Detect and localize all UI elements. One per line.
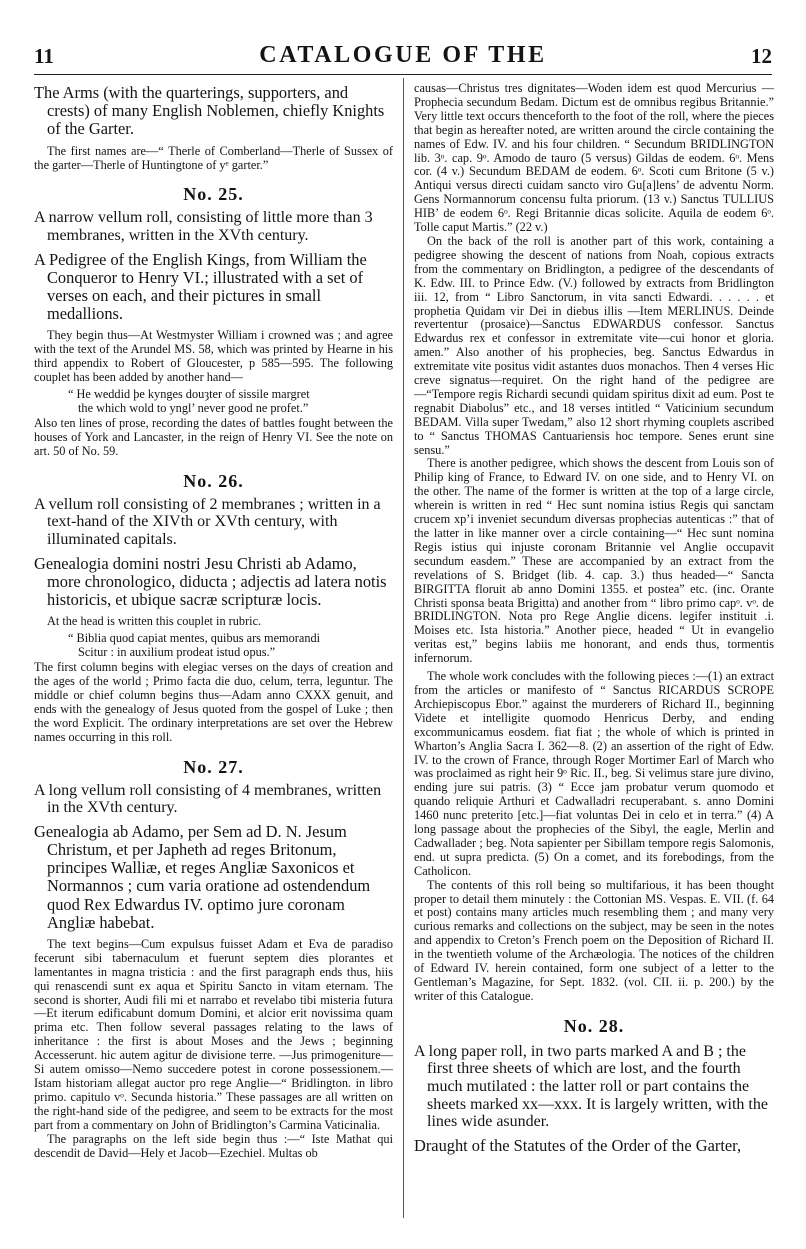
paragraph: The text begins—Cum expulsus fuisset Adam et Eva de paradiso fecerunt sibi tabernaculum et fuerunt septem dies plorantes et lamentantes in magna tristicia : and the first paragraph ends thus, hiis qui renascendi sunt ex aqua et Spiritu Sancto in vitam eternam. The second is shorter, Audi fili mi et narrabo et revelabo tibi misteria futura—Et iterum edificabunt domum Domini, et alcior erit novissima quam prima etc. Then follow several passages relating to the laws of inheritance : the first is about Moses and the Jews ; beginning Accesserunt. hic autem agitur de divisione terre. —Jus primogeniture—Si autem omisso—Nemo succedere potest in corone possessionem.—Istam historiam allegat auctor pro rege Anglie—“ Bridlington. in libro primo. capitulo vᵒ. Secunda historia.” These passages are all written on the right-hand side of the pedigree, and seem to be extracts for the most part from a commentary on John of Bridlington’s Carmina Vaticinalia. [34,936,393,1132]
paragraph: The contents of this roll being so multifarious, it has been thought proper to detail them minutely : the Cottonian MS. Vespas. E. VII. (f. 64 et post) contains many articles much resembling them ; and many very curious remarks and collections on the subject, may be seen in the notes and appendix to Creton’s French poem on the Deposition of Richard II. in the twentieth volume of the Archæologia. The notices of the children of Edward IV. herein contained, form one subject of a letter to the Gentleman’s Magazine, for Sept. 1832. (vol. CII. ii. p. 200.) by the writer of this Catalogue. [414,877,774,1003]
entry-description: A vellum roll consisting of 2 membranes ; written in a text-hand of the XIVth or XVth century, with illuminated capitals. [34,495,381,548]
verse-line: the which wold to yngl’ never good ne profet.” [78,401,309,416]
paragraph: At the head is written this couplet in rubric. [47,614,262,629]
paragraph: Also ten lines of prose, recording the dates of battles fought between the houses of York and Lancaster, in the reign of Henry VI. See the note on art. 50 of No. 59. [34,416,393,458]
entry-description: A narrow vellum roll, consisting of little more than 3 membranes, written in the XVth century. [34,209,373,245]
entry-number-heading: No. 28. [563,1015,625,1036]
verse-line: Scitur : in auxilium prodeat istud opus.” [78,645,276,660]
entry-number-heading: No. 26. [183,470,244,491]
right-column [414,80,774,1232]
entry-number-heading: No. 25. [183,184,244,205]
entry-title: Genealogia domini nostri Jesu Christi ab Adamo, more chronologico, diducta ; adjectis ad latera notis historicis, et ubique sacræ scripturæ locis. [34,553,387,609]
entry-description: A long vellum roll consisting of 4 membranes, written in the XVth century. [34,781,382,817]
verse-line: “ Biblia quod capiat mentes, quibus ars memorandi [68,631,321,646]
page-number-left: 11 [34,44,54,68]
verse-couplet [68,631,393,659]
entry-number-heading: No. 27. [183,756,244,777]
verse-line: “ He weddid þe kynges douȝter of sissile margret [68,387,310,402]
paragraph: The paragraphs on the left side begin thus :—“ Iste Mathat qui descendit de David—Hely et Jacob—Ezechiel. Multas ob [34,1131,393,1160]
paragraph: The first names are—“ Therle of Comberland—Therle of Sussex of the garter—Therle of Huntingtone of yᵉ garter.” [34,143,393,172]
paragraph: causas—Christus tres dignitates—Woden idem est quod Mercurius —Prophecia secundum Bedam. Dictum est de omnibus regibus Britannie.” Very little text occurs thenceforth to the foot of the roll, where the pieces that begin as hereafter noted, are written around the circle containing the names of Edw. IV. and his four children. “ Secundum BRIDLINGTON lib. 3ᵒ. cap. 9ᵒ. Amodo de tauro (5 versus) Gildas de eodem. 6ᵒ. Mens cor. (4 v.) Secundum BEDAM de eodem. 6ᵒ. Scoti cum Britone (5 v.) Antiqui versus directi cuidam sancto viro Gu[a]lens’ de adventu Norm. Gens Normannorum concensu fulta priorum. (13 v.) Sanctus TULLIUS HIB’ de eodem 6ᵒ. Regi Britannie dicas solicite. Aquila de eodem 6ᵒ. Tolle caput Martis.” (22 v.) [414,81,774,235]
entry-title: Draught of the Statutes of the Order of the Garter, [414,1135,742,1155]
paragraph: There is another pedigree, which shows the descent from Louis son of Philip king of France, to Edward IV. on one side, and to Henry VI. on the other. The name of the former is written at the top of a large circle, wherein is written in red “ Hec sunt nomina istius Regis qui sanctam crucem xp’i inveniet secundum diversas prophecias autenticas :” that of the latter in like manner over a circle containing—“ Hec sunt nomina Regis istius qui injuste coronam Britannie vel Anglie occupavit secundum easdem.” These are accompanied by an extract from the revelations of S. Bridget (lib. 4. cap. 3.) thus headed—“ Sancta BIRGITTA floruit ab anno Domini 1355. et postea” etc. (inc. Orante Christi sponsa beata Brigitta) and another from “ libro primo capᵒ. vᵒ. de BRIDLINGTON. Nota pro Rege Anglie dicens. legifer instituit .i. Moises etc. Ista historia.” Another piece, headed “ Ut in evangelio veritas est,” begins labiis me honorant, and ends thus, tormentis infernorum. [414,456,774,666]
running-title: CATALOGUE OF THE [259,42,547,68]
entry-title: A Pedigree of the English Kings, from William the Conqueror to Henry VI.; illustrated with a set of verses on each, and their pictures in small medallions. [34,249,367,324]
paragraph: They begin thus—At Westmyster William i crowned was ; and agree with the text of the Arundel MS. 58, which was printed by Hearne in his third appendix to Robert of Gloucester, p 585—595. The following couplet has been added by another hand— [34,328,393,385]
entry-title: Genealogia ab Adamo, per Sem ad D. N. Jesum Christum, et per Japheth ad reges Britonum, principes Walliæ, et reges Angliæ Saxonicos et Normannos ; cum varia oratione ad ostendendum quod Rex Edwardus IV. optimo jure coronam Angliæ habebat. [34,821,371,932]
paragraph: The first column begins with elegiac verses on the days of creation and the ages of the world ; Primo facta die duo, celum, terra, leguntur. The middle or chief column begins thus—Adam anno CXXX genuit, and ends with the genealogy of Jesus quoted from the gospel of Luke ; then the word Explicit. The ordinary interpretations are set over the Hebrew names occurring in this roll. [34,660,393,744]
running-header [34,40,772,75]
verse-couplet [68,387,393,415]
entry-description: A long paper roll, in two parts marked A and B ; the first three sheets of which are lost, and the fourth much mutilated : the latter roll or part contains the sheets marked xx—xxx. It is largely written, with the lines wide asunder. [414,1042,768,1131]
left-column [34,80,393,1232]
paragraph: On the back of the roll is another part of this work, containing a pedigree showing the descent of nations from Noah, copious extracts from the commentary on Bridlington, a pedigree of the descendants of K. Edw. III. to Prince Edw. (V.) followed by extracts from Bridlington iii. 12, from “ Libro Sanctorum, in vita sancti Edwardi. . . . . . et prophetia Quidam vir Dei in diebus illis —Item MERLINUS. Deinde revertentur (prosaice)—Sanctus EDWARDUS confessor. Sanctus Edwardus rex et confessor in extremitate vite—cui honor et gloria. amen.” Also another of his prophecies, beg. Sanctus Edwardus in extremitate vite positus vidit astantes duos monachos. Then 4 verses Hic creve signatus—requiret. On the right hand of the pedigree are—“Tempore regis Richardi secundi quidam spiritus dixit ad eum. Post te regnabit Diabolus” etc., and 18 verses intitled “ Vaticinium secundum BEDAM. Villa super Twedam,” also 12 short rhyming couplets ascribed to “ Sanctus THOMAS Cantuariensis hoc tempore. Senes erunt sine sensu.” [414,233,774,457]
column-divider [403,78,404,1218]
page-number-right: 12 [751,44,772,68]
entry-title: The Arms (with the quarterings, supporters, and crests) of many English Noblemen, chiefly Knights of the Garter. [34,83,385,139]
paragraph: The whole work concludes with the following pieces :—(1) an extract from the articles or manifesto of “ Sanctus RICARDUS SCROPE Archiepiscopus Ebor.” against the murderers of Richard II., beginning Videte et intelligite quomodo Henricus Derby, and ending excommunicamus eosdem. fiat fiat ; the whole of which is printed in Wharton’s Anglia Sacra I. 362—8. (2) an assertion of the right of Edw. IV. to the crown of France, through Roger Mortimer Earl of March who was proclaimed as right heir 9ᵒ Ric. II., beg. Si velimus stare jure divino, ending jure sui patris. (3) “ Ecce jam probatur verum quomodo et quando reliquie Arthuri et Cadwalladri recuperabant. s. anno Domini 1460 nunc preterito [etc.]—fiat voluntas Dei in celo et in terra.” (4) A long passage about the prophecies of the Sibyl, the eagle, Merlin and Cadwallader ; beg. Nota sapienter per Sibillam tempore regis Salomonis, end. ut supra predicta. (5) On a comet, and its forebodings, from the Catholicon. [414,669,774,878]
